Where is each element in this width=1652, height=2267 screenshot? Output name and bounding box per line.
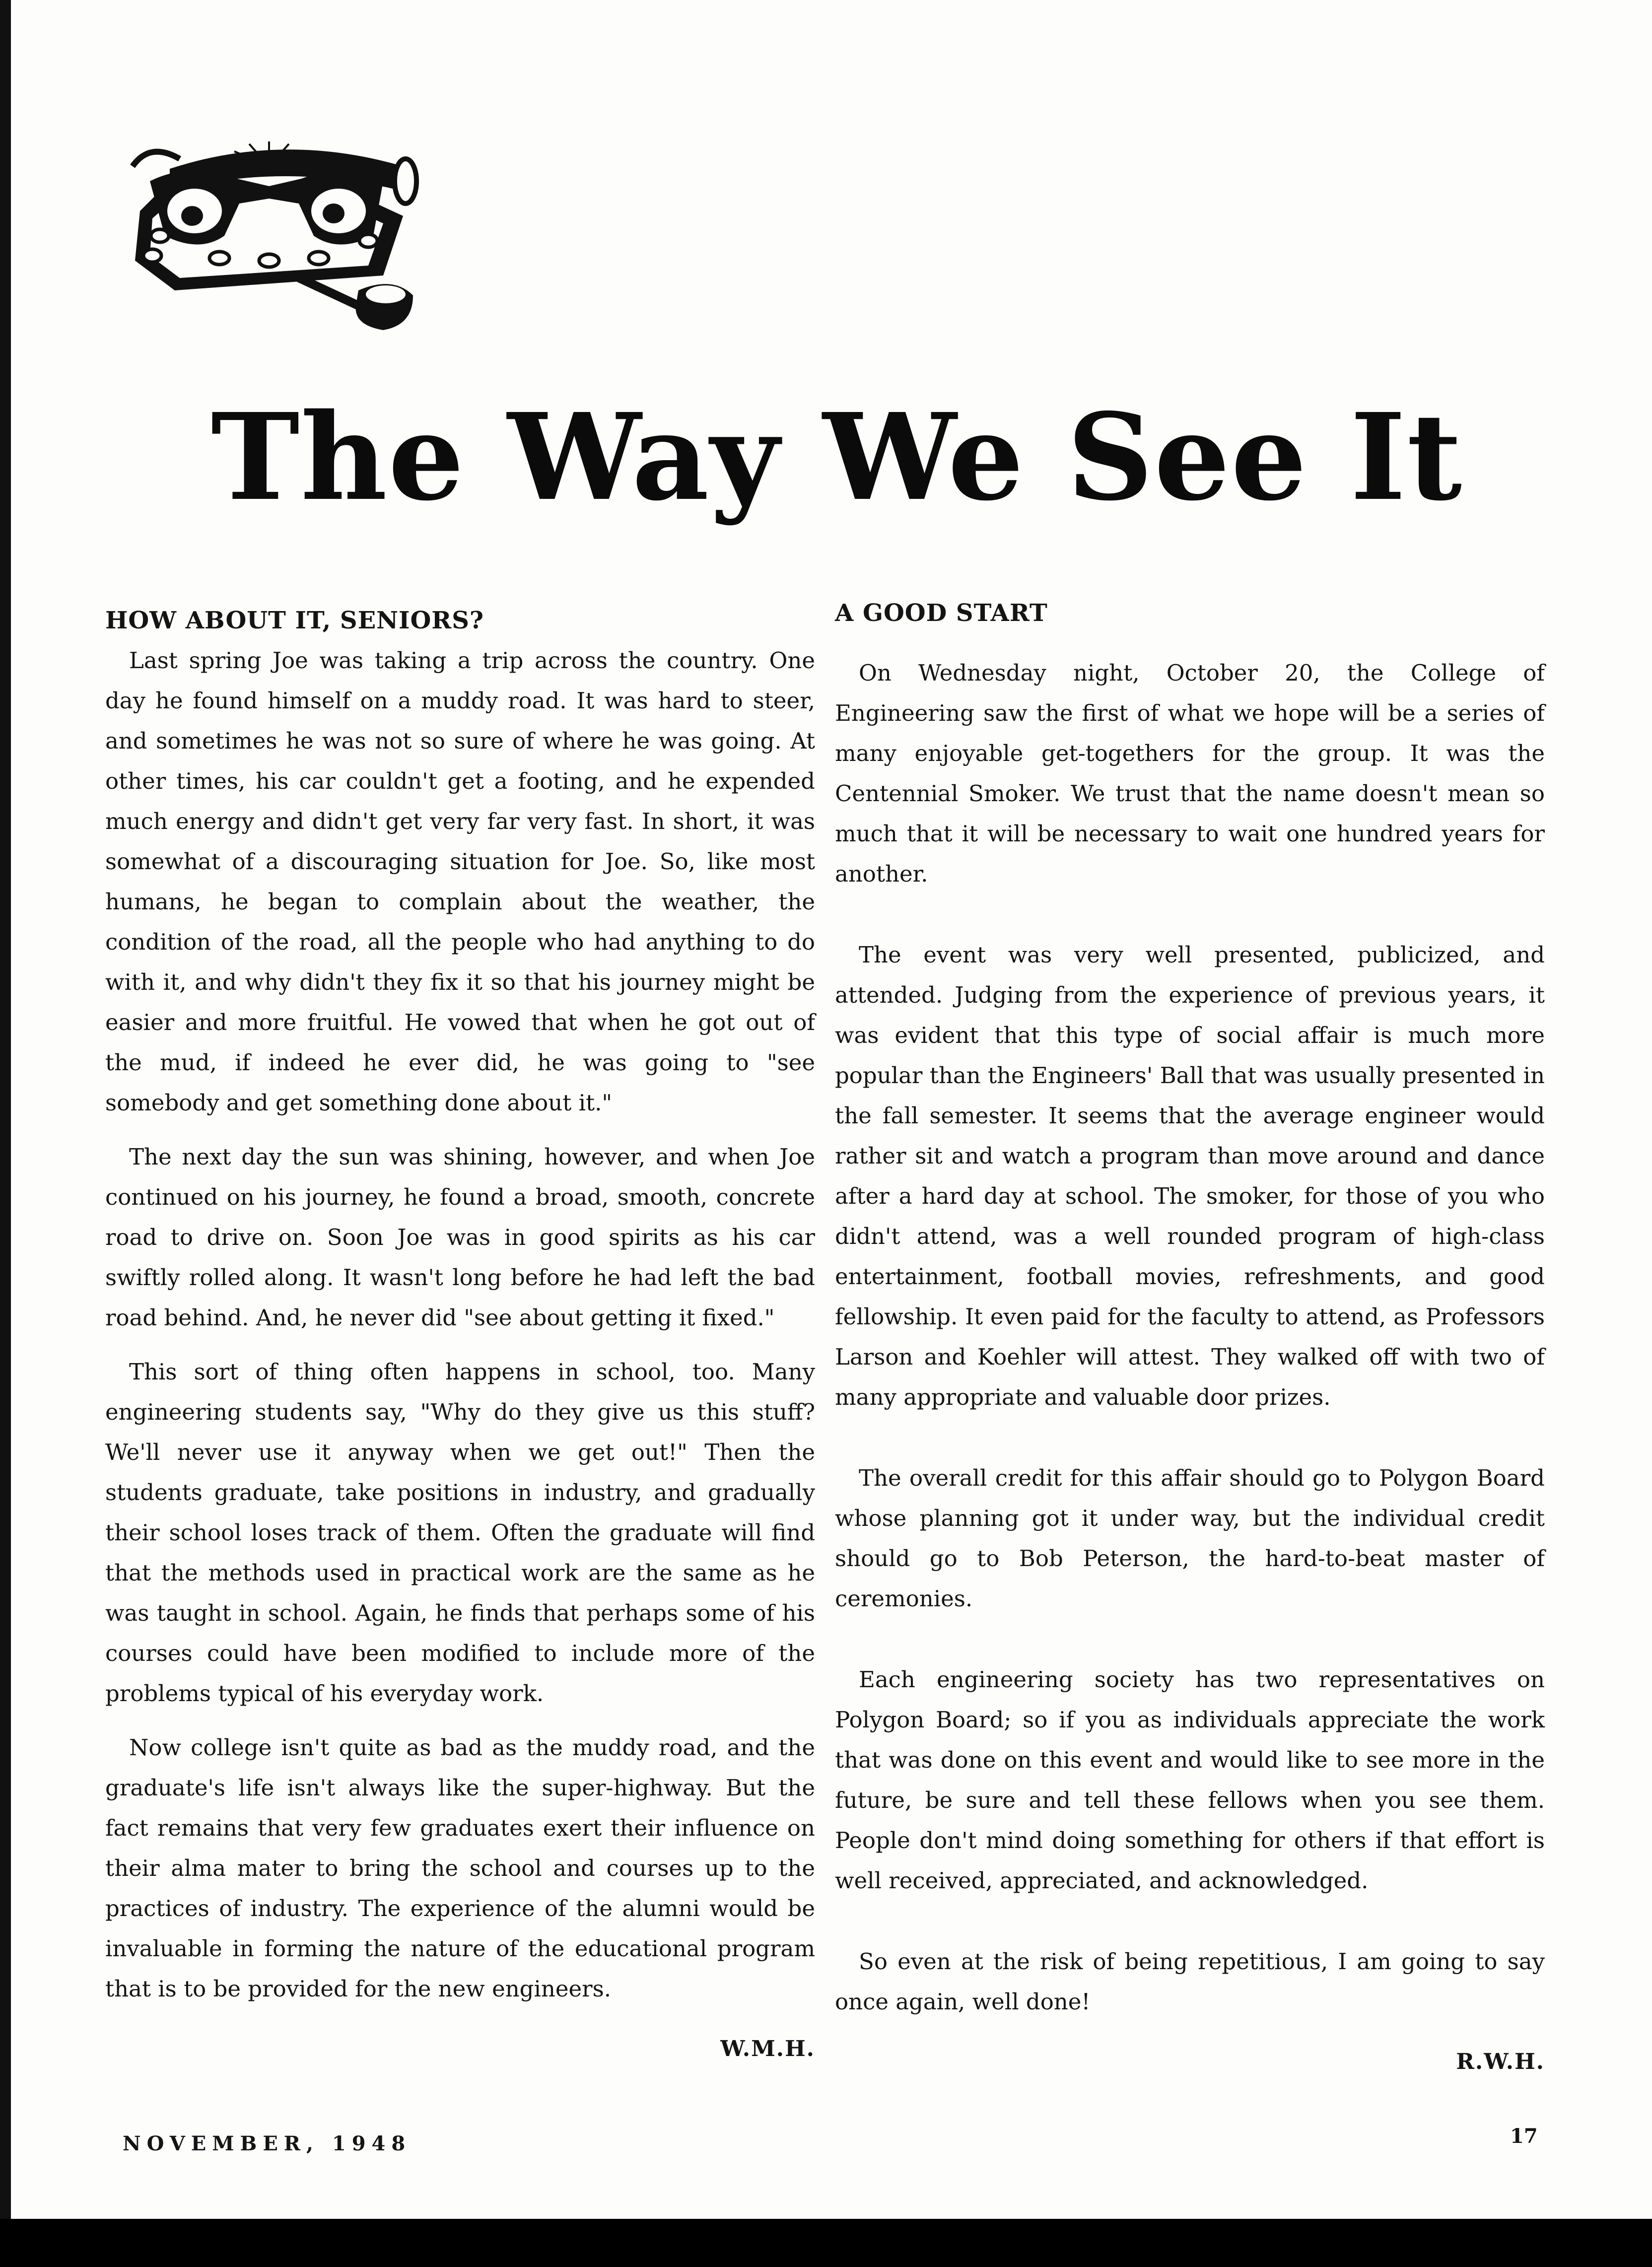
right-paragraph-1: On Wednesday night, October 20, the College of Engineering saw the first of what we hope will be a series of many enjoyable get-togethers for the group. It was the Centennial Smoker. We trust that the name doesn't mean so much that it will be necessary to wait one hundred years for another. bbox=[835, 660, 1545, 887]
typewriter-glasses-pipe-logo bbox=[105, 112, 433, 335]
left-paragraph-2: The next day the sun was shining, however, and when Joe continued on his journey, he found a broad, smooth, concrete road to drive on. Soon Joe was in good spirits as his car swiftly rolled along. It wasn't long before he had left the bad road behind. And, he never did "see about getting it fixed." bbox=[105, 1144, 815, 1331]
right-paragraph-3: The overall credit for this affair should go to Polygon Board whose planning got it under way, but the individual credit should go to Bob Peterson, the hard-to-beat master of ceremonies. bbox=[835, 1465, 1545, 1612]
page-number: 17 bbox=[1510, 2125, 1538, 2148]
left-paragraph-1: Last spring Joe was taking a trip across the country. One day he found himself on a muddy road. It was hard to steer, and sometimes he was not so sure of where he was going. At other times, his car couldn't get a footing, and he expended much energy and didn't get very far very fast. In short, it was somewhat of a discouraging situation for Joe. So, like most humans, he began to complain about the weather, the condition of the road, all the people who had anything to do with it, and why didn't they fix it so that his journey might be easier and more fruitful. He vowed that when he got out of the mud, if indeed he ever did, he was going to "see somebody and get something done about it." bbox=[105, 647, 815, 1116]
right-paragraph-4: Each engineering society has two representatives on Polygon Board; so if you as individuals appreciate the work that was done on this event and would like to see more in the future, be sure and tell these fellows when you see them. People don't mind doing something for others if that effort is well received, appreciated, and acknowledged. bbox=[835, 1666, 1545, 1894]
left-paragraph-4: Now college isn't quite as bad as the muddy road, and the graduate's life isn't always like the super-highway. But the fact remains that very few graduates exert their influence on their alma mater to bring the school and courses up to the practices of industry. The experience of the alumni would be invaluable in forming the nature of the educational program that is to be provided for the new engineers. bbox=[105, 1734, 815, 2002]
page-title: The Way We See It bbox=[210, 387, 1463, 527]
left-paragraph-3: This sort of thing often happens in school, too. Many engineering students say, "Why do they give us this stuff? We'll never use it anyway when we get out!" Then the students graduate, take positions in industry, and gradually their school loses track of them. Often the graduate will find that the methods used in practical work are the same as he was taught in school. Again, he finds that perhaps some of his courses could have been modified to include more of the problems typical of his everyday work. bbox=[105, 1359, 815, 1707]
left-signature: W.M.H. bbox=[720, 2036, 815, 2061]
issue-date: NOVEMBER, 1948 bbox=[123, 2132, 412, 2155]
right-article-heading: A GOOD START bbox=[835, 599, 1048, 627]
right-signature: R.W.H. bbox=[1456, 2049, 1545, 2074]
left-article-heading: HOW ABOUT IT, SENIORS? bbox=[105, 607, 484, 634]
right-paragraph-5: So even at the risk of being repetitious, I am going to say once again, well done! bbox=[835, 1948, 1545, 2015]
right-paragraph-2: The event was very well presented, publicized, and attended. Judging from the experience of previous years, it was evident that this type of social affair is much more popular than the Engineers' Ball that was usually presented in the fall semester. It seems that the average engineer would rather sit and watch a program than move around and dance after a hard day at school. The smoker, for those of you who didn't attend, was a well rounded program of high-class entertainment, football movies, refreshments, and good fellowship. It even paid for the faculty to attend, as Professors Larson and Koehler will attest. They walked off with two of many appropriate and valuable door prizes. bbox=[835, 942, 1545, 1410]
right-column-article bbox=[835, 593, 1545, 2082]
left-column-article bbox=[105, 601, 815, 2069]
